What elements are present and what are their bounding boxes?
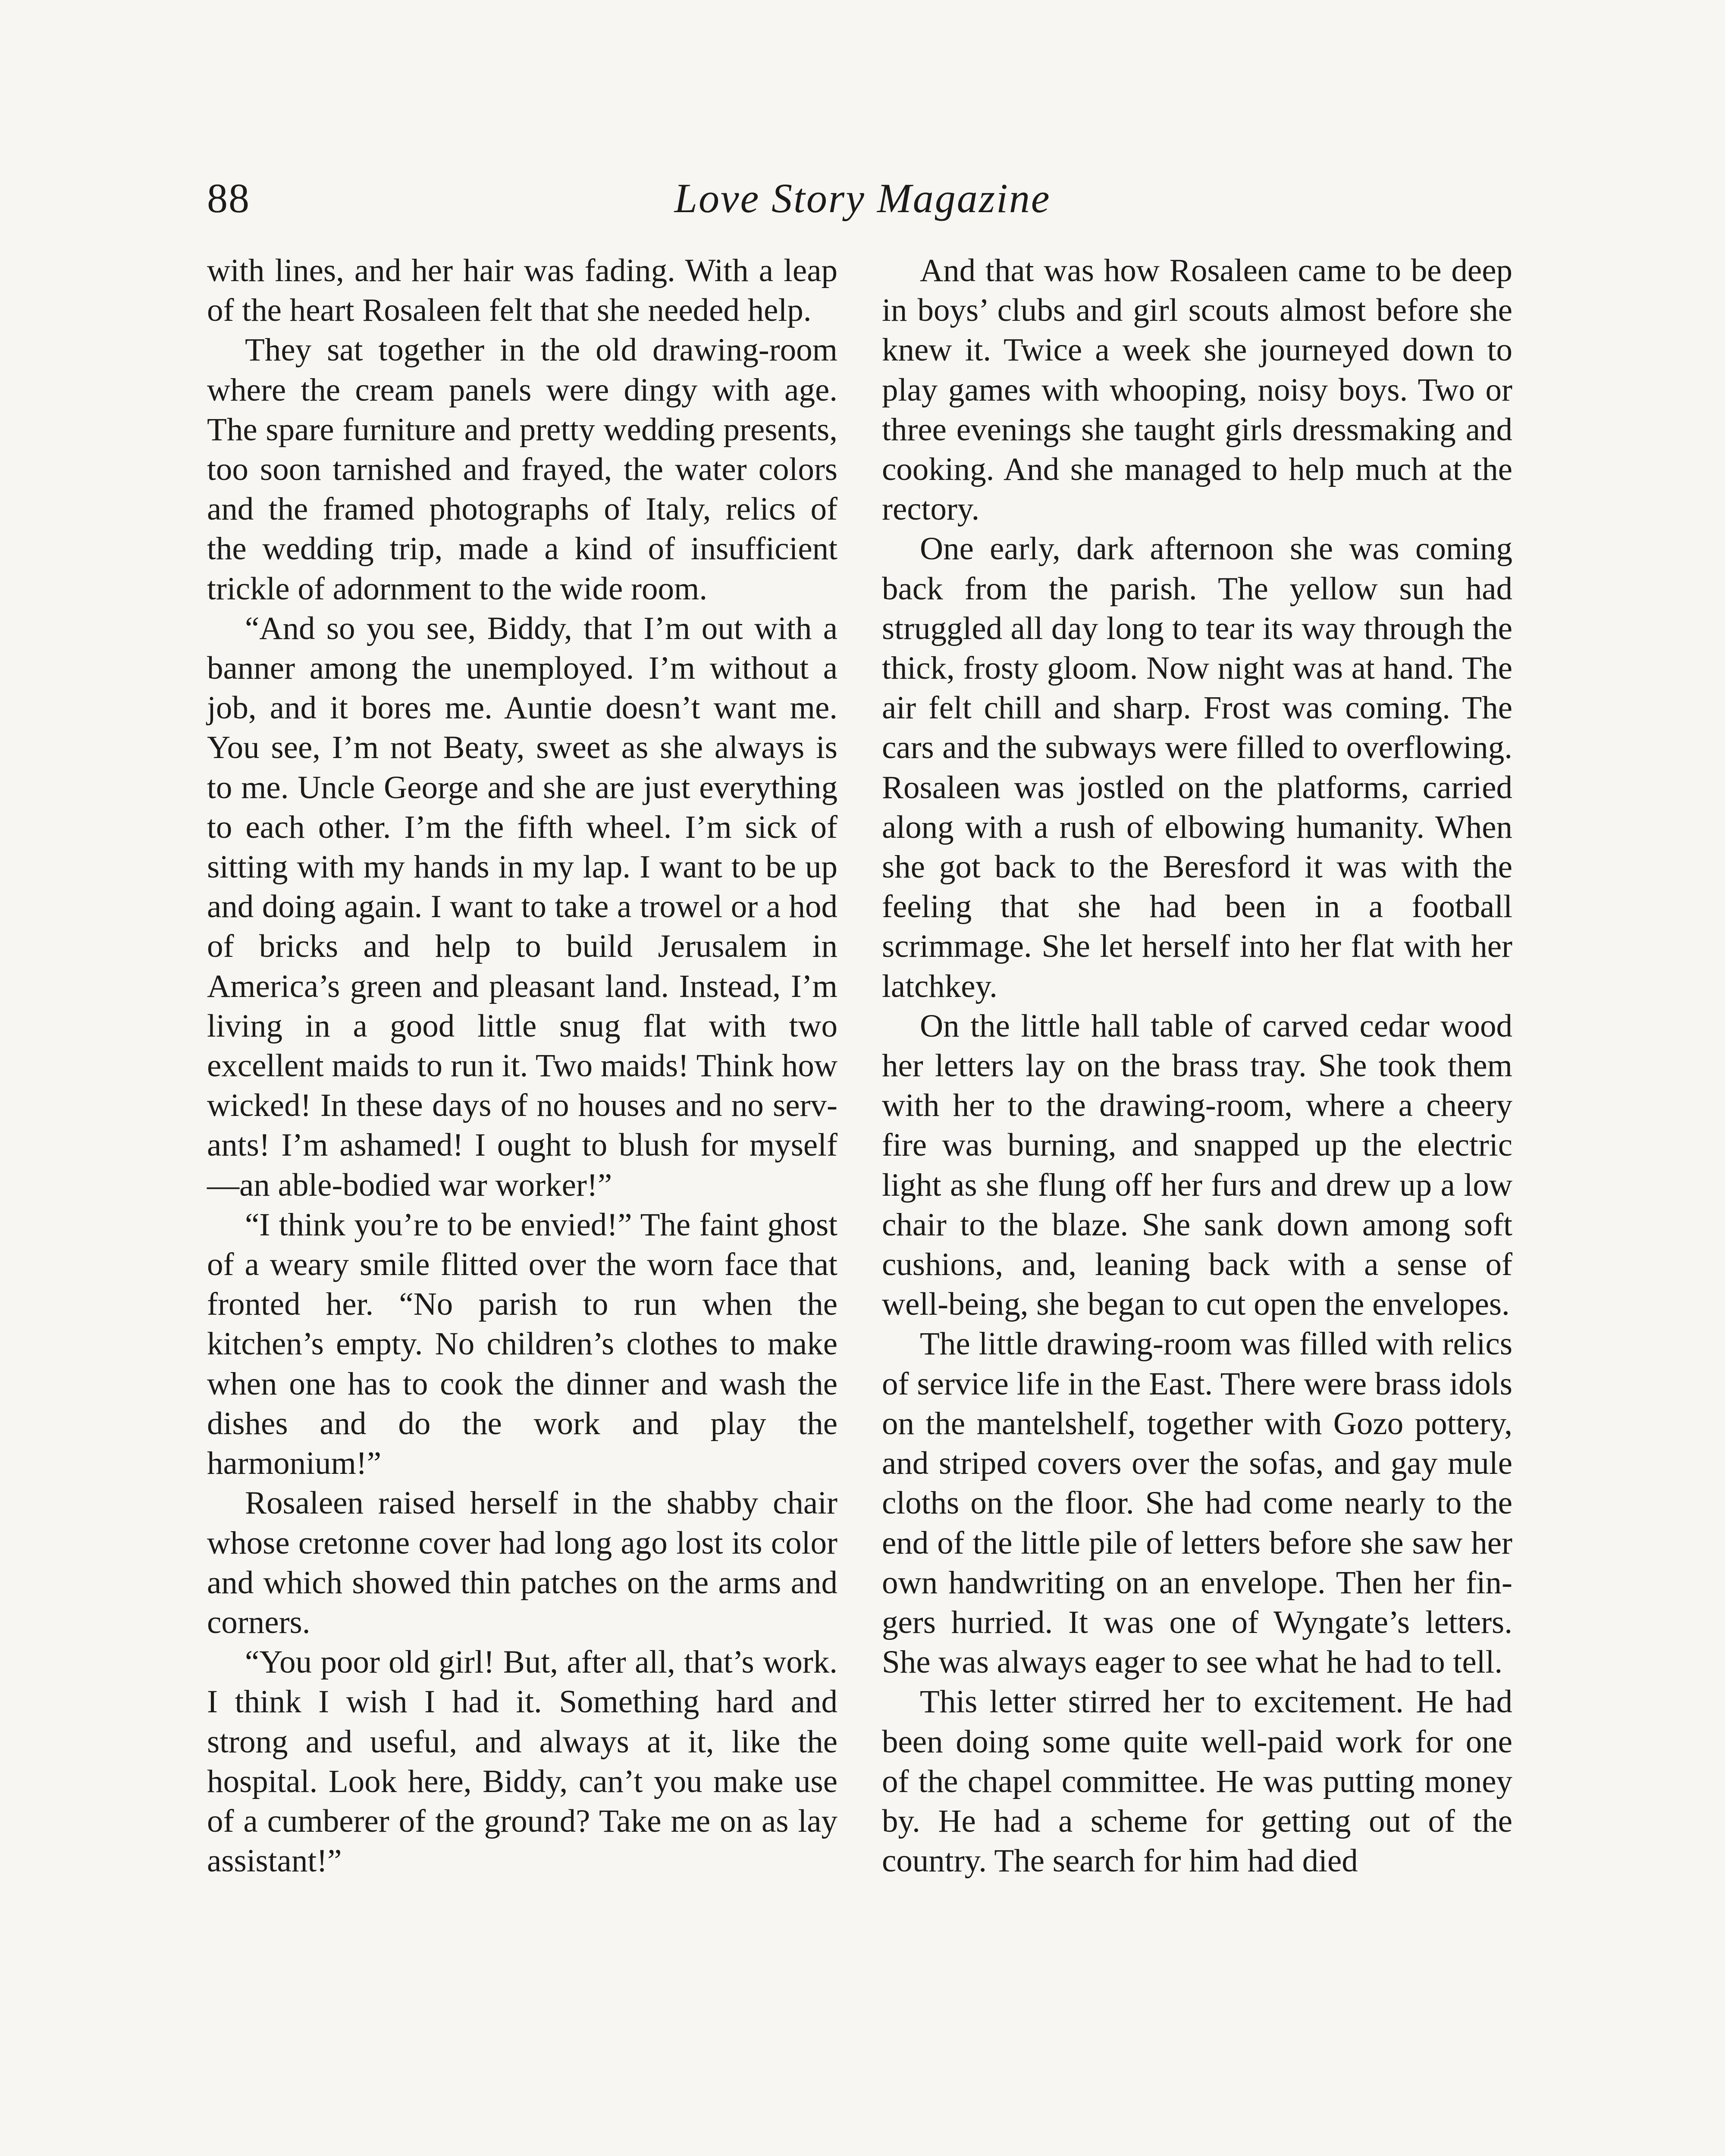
page-number: 88 [207, 175, 250, 221]
paragraph: They sat together in the old drawing-room where the cream panels were dingy with age. The spare furniture and pretty wedding presents, too soon tarnished and frayed, the water colors and the framed photographs of Italy, relics of the wedding trip, made a kind of insufficient trickle of adornment to the wide room. [207, 332, 837, 607]
left-column [207, 251, 837, 1881]
paragraph: “I think you’re to be envied!” The faint ghost of a weary smile flitted over the worn face that fronted her. “No parish to run when the kitchen’s empty. No children’s clothes to make when one has to cook the dinner and wash the dishes and do the work and play the harmonium!” [207, 1206, 837, 1482]
paragraph: The little drawing-room was filled with relics of service life in the East. There were brass idols on the mantelshelf, together with Gozo pottery, and striped covers over the sofas, and gay mule cloths on the floor. She had come nearly to the end of the little pile of letters before she saw her own handwriting on an envelope. Then her fingers hurried. It was one of Wyngate’s letters. She was always eager to see what he had to tell. [882, 1326, 1512, 1680]
paragraph: “And so you see, Biddy, that I’m out with a banner among the unemployed. I’m without a job, and it bores me. Auntie doesn’t want me. You see, I’m not Beaty, sweet as she always is to me. Uncle George and she are just everything to each other. I’m the fifth wheel. I’m sick of sitting with my hands in my lap. I want to be up and doing again. I want to take a trowel or a hod of bricks and help to build Jerusalem in America’s green and pleasant land. Instead, I’m living in a good little snug flat with two excellent maids to run it. Two maids! Think how wicked! In these days of no houses and no servants! I’m ashamed! I ought to blush for myself—an able-bodied war worker!” [207, 610, 837, 1203]
paragraph: One early, dark afternoon she was coming back from the parish. The yellow sun had struggled all day long to tear its way through the thick, frosty gloom. Now night was at hand. The air felt chill and sharp. Frost was coming. The cars and the subways were filled to overflowing. Rosaleen was jostled on the platforms, carried along with a rush of elbowing humanity. When she got back to the Beresford it was with the feeling that she had been in a football scrimmage. She let herself into her flat with her latchkey. [882, 531, 1512, 1004]
running-title: Love Story Magazine [674, 175, 1051, 221]
paragraph: Rosaleen raised herself in the shabby chair whose cretonne cover had long ago lost its color and which showed thin patches on the arms and corners. [207, 1485, 837, 1640]
paragraph: On the little hall table of carved cedar wood her letters lay on the brass tray. She took them with her to the drawing-room, where a cheery fire was burning, and snapped up the electric light as she flung off her furs and drew up a low chair to the blaze. She sank down among soft cushions, and, leaning back with a sense of well-being, she began to cut open the envelopes. [882, 1008, 1512, 1322]
paragraph: This letter stirred her to excitement. He had been doing some quite well-paid work for one of the chapel committee. He was putting money by. He had a scheme for getting out of the country. The search for him had died [882, 1684, 1512, 1879]
paragraph: “You poor old girl! But, after all, that’s work. I think I wish I had it. Something hard and strong and useful, and always at it, like the hospital. Look here, Biddy, can’t you make use of a cumberer of the ground? Take me on as lay assistant!” [207, 1644, 837, 1879]
right-column [882, 251, 1512, 1881]
paragraph: And that was how Rosaleen came to be deep in boys’ clubs and girl scouts almost before she knew it. Twice a week she journeyed down to play games with whooping, noisy boys. Two or three evenings she taught girls dressmaking and cooking. And she managed to help much at the rectory. [882, 253, 1512, 527]
paragraph: with lines, and her hair was fading. With a leap of the heart Rosaleen felt that she needed help. [207, 253, 837, 329]
